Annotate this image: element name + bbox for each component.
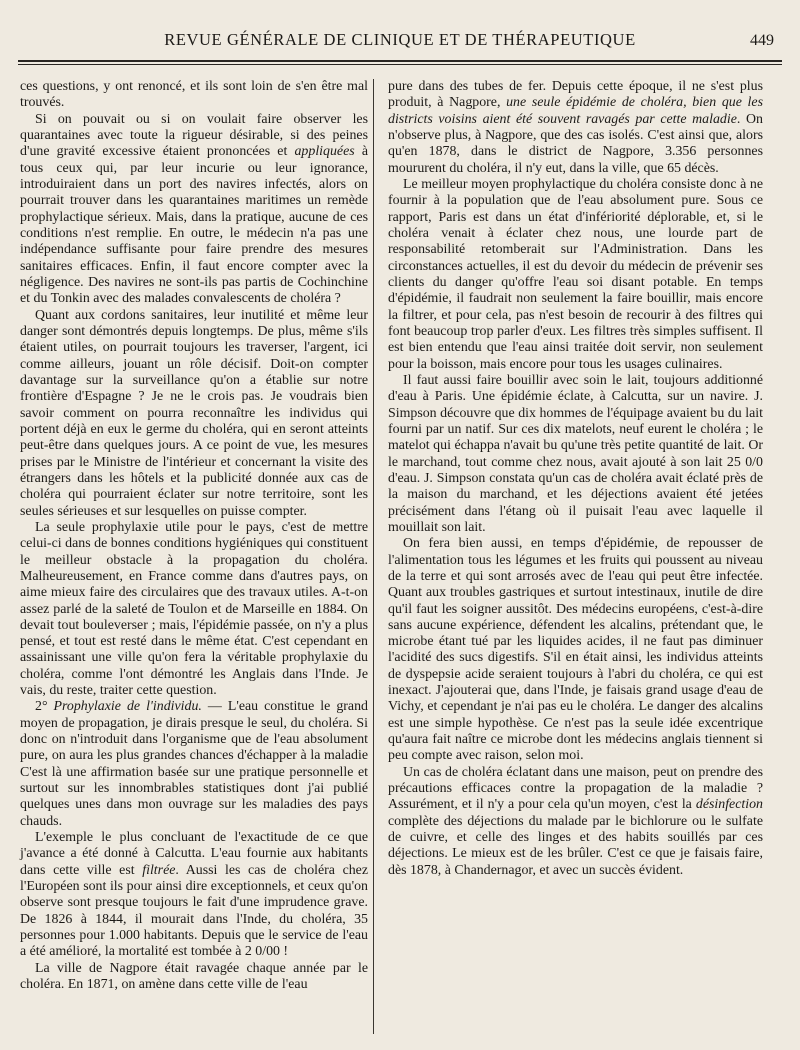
paragraph [388, 373, 763, 536]
paragraph [388, 177, 763, 373]
paragraph [20, 112, 368, 308]
emphasis: filtrée [142, 862, 176, 878]
right-column [388, 79, 763, 879]
section-number: 2° [35, 699, 48, 715]
paragraph-text: pure dans des tubes de fer. Depuis cette époque, il ne s'est plus produit, à Nagpore, [388, 79, 763, 111]
paragraph-text: Il faut aussi faire bouillir avec soin le lait, toujours additionné d'eau à Paris. Une épidémie éclate, à Calcutta, sur un navire. J. Simpson découvre que dix hommes de l'équipage avaient bu du lait fourni par un natif. Sur ces dix matelots, neuf eurent le choléra ; le matelot qui échappa n'avait bu qu'une très petite quantité de lait. Or le marchand, tout comme chez nous, avait ajouté à son lait 25 0/0 d'eau. J. Simpson constata qu'un cas de choléra avait éclaté près de la maison du marchand, et les déjections avaient été jetées précisément dans l'étang où il puisait l'eau avec laquelle il mouillait son lait. [388, 372, 763, 535]
paragraph-text: Le meilleur moyen prophylactique du choléra consiste donc à ne fournir à la population que de l'eau absolument pure. Sous ce rapport, Paris est dans un état d'infériorité déplorable, et, si le choléra venait à éclater chez nous, une lourde part de responsabilité retomberait sur l'Administration. Dans les circonstances actuelles, il est du devoir du médecin de prévenir ses clients du danger qu'offre l'eau soi disant potable. En temps d'épidémie, il faudrait non seulement la faire bouillir, mais encore la filtrer, et pour cela, pas n'est besoin de recourir à des filtres qui font beaucoup trop parler d'eux. Les filtres très simples suffisent. Il est bien entendu que l'eau ainsi traitée doit servir, non seulement pour la boisson, mais encore pour tous les usages culinaires. [388, 176, 763, 372]
paragraph-text: Quant aux cordons sanitaires, leur inutilité et même leur danger sont démontrés depuis longtemps. De plus, même s'ils étaient utiles, on pourrait toujours les traverser, l'argent, ici comme ailleurs, jouant un rôle décisif. Doit-on compter davantage sur la surveillance qu'on a établie sur notre frontière d'Espagne ? Je ne le crois pas. Je voudrais bien savoir comment on pourra reconnaître les individus qui portent déjà en eux le germe du choléra, qui en seront atteints peut-être dans quelques jours. A ce point de vue, les mesures prises par le Ministre de l'intérieur et concernant la visite des étrangers dans les hôtels et la publicité donnée aux cas de choléra qui pourraient éclater sur notre territoire, sont les seules sérieuses et sur lesquelles on puisse compter. [20, 307, 368, 519]
paragraph [388, 765, 763, 879]
paragraph-text: ces questions, y ont renoncé, et ils sont loin de s'en être mal trouvés. [20, 79, 368, 111]
page-number: 449 [750, 32, 774, 49]
paragraph-text: complète des déjections du malade par le bichlorure ou le sulfate de cuivre, et celle des linges et des habits souillés par ces déjections. Le mieux est de les brûler. C'est ce que je faisais faire, dès 1878, à Chandernagor, et avec un succès évident. [388, 813, 763, 878]
paragraph-text: . Aussi les cas de choléra chez l'Européen sont ils pour ainsi dire exceptionnels, et ceux qu'on observe sont presque toujours le fait d'une imprudence grave. De 1826 à 1844, il mourait dans l'Inde, du choléra, 35 personnes pour 1.000 habitants. Depuis que le service de l'eau a été amélioré, la mortalité est tombée à 2 0/00 ! [20, 862, 369, 960]
column-divider [373, 79, 374, 1034]
header-rule-thin [18, 64, 782, 65]
paragraph-text: On fera bien aussi, en temps d'épidémie, de repousser de l'alimentation tous les légumes et les fruits qui poussent au niveau de la terre et qui sont arrosés avec de l'eau qui peut être infectée. Quant aux troubles gastriques et surtout intestinaux, inutile de dire qu'il faut les soigner aussitôt. Des médecins européens, c'est-à-dire sans aucune expérience, défendent les alcalins, prétendant que, le microbe étant tué par les liquides acides, il ne faut pas diminuer l'acidité des sucs digestifs. S'il en était ainsi, les individus atteints de dyspepsie acide seraient toujours à l'abri du choléra, ce qui est inexact. J'ajouterai que, dans l'Inde, je faisais grand usage d'eau de Vichy, et cependant je n'ai pas eu le choléra. Le danger des alcalins est une simple hypothèse. Ce n'est pas la seule idée excentrique qu'aura fait naître ce microbe dont les médecins anglais tiennent si peu compte avec raison, selon moi. [388, 536, 763, 764]
paragraph-text: à tous ceux qui, par leur incurie ou leur ignorance, introduiraient dans un port des navires infectés, alors on pourrait trouver dans les quarantaines maritimes un remède prophylactique sérieux. Mais, dans la pratique, aucune de ces conditions n'est remplie. En outre, le médecin n'a pas une indépendance suffisante pour faire prendre des mesures sanitaires efficaces. Enfin, il faut encore compter avec la négligence. Des navires ne sont-ils pas partis de Cochinchine et du Tonkin avec des malades convalescents de choléra ? [20, 144, 368, 307]
paragraph [20, 961, 368, 994]
paragraph-text: La seule prophylaxie utile pour le pays, c'est de mettre celui-ci dans de bonnes conditions hygiéniques qui constituent le meilleur obstacle à la propagation du choléra. Malheureusement, en France comme dans d'autres pays, on aime mieux faire des circulaires que des travaux utiles. A-t-on assez parlé de la saleté de Toulon et de Marseille en 1884. On devait tout bouleverser ; mais, l'épidémie passée, on n'y a plus pensé, et tout est resté dans le même état. C'est cependant en assainissant une ville qu'on fera la véritable prophylaxie du choléra, comme l'ont démontré les Anglais dans l'Inde. Je vais, du reste, traiter cette question. [20, 519, 368, 699]
paragraph-text: La ville de Nagpore était ravagée chaque année par le choléra. En 1871, on amène dans cette ville de l'eau [20, 960, 368, 993]
paragraph-text: Si on pouvait ou si on voulait faire observer les quarantaines avec toute la rigueur désirable, si des peines d'une gravité excessive étaient prononcées et [20, 111, 368, 160]
section-paragraph [20, 699, 368, 830]
paragraph [20, 520, 368, 700]
left-column [20, 79, 368, 993]
paragraph-text: Un cas de choléra éclatant dans une maison, peut on prendre des précautions efficaces contre la propagation de la maladie ? Assurément, et il n'y a pour cela qu'un moyen, c'est la [388, 764, 763, 813]
paragraph [20, 830, 368, 961]
emphasis: une seule épidémie de choléra, bien que les districts voisins aient été souvent ravagés par cette maladie [388, 95, 763, 127]
running-title: REVUE GÉNÉRALE DE CLINIQUE ET DE THÉRAPEUTIQUE [164, 30, 636, 49]
paragraph [388, 536, 763, 765]
emphasis: appliquées [294, 144, 355, 160]
section-heading: Prophylaxie de l'individu. [53, 699, 202, 715]
paragraph [388, 79, 763, 177]
paragraph-text: — L'eau constitue le grand moyen de propagation, je dirais presque le seul, du choléra. Si donc on n'introduit dans l'organisme que de l'eau absolument pure, on aura les plus grandes chances d'échapper à la maladie C'est là une affirmation basée sur une pratique personnelle et surtout sur les innombrables statistiques dont j'ai publié quelques unes dans mon ouvrage sur les maladies des pays chauds. [20, 699, 368, 829]
paragraph [20, 308, 368, 520]
paragraph-text: L'exemple le plus concluant de l'exactitude de ce que j'avance a été donné à Calcutta. L'eau fournie aux habitants dans cette ville est [20, 830, 368, 878]
emphasis: désinfection [695, 797, 763, 813]
page-header [18, 30, 782, 58]
paragraph-text: . On n'observe plus, à Nagpore, que des cas isolés. C'est ainsi que, alors qu'en 1878, dans le district de Nagpore, 3.356 personnes moururent du choléra, il n'y eut, dans la ville, que 65 décès. [388, 111, 763, 176]
paragraph [20, 79, 368, 112]
header-rule-thick [18, 60, 782, 62]
